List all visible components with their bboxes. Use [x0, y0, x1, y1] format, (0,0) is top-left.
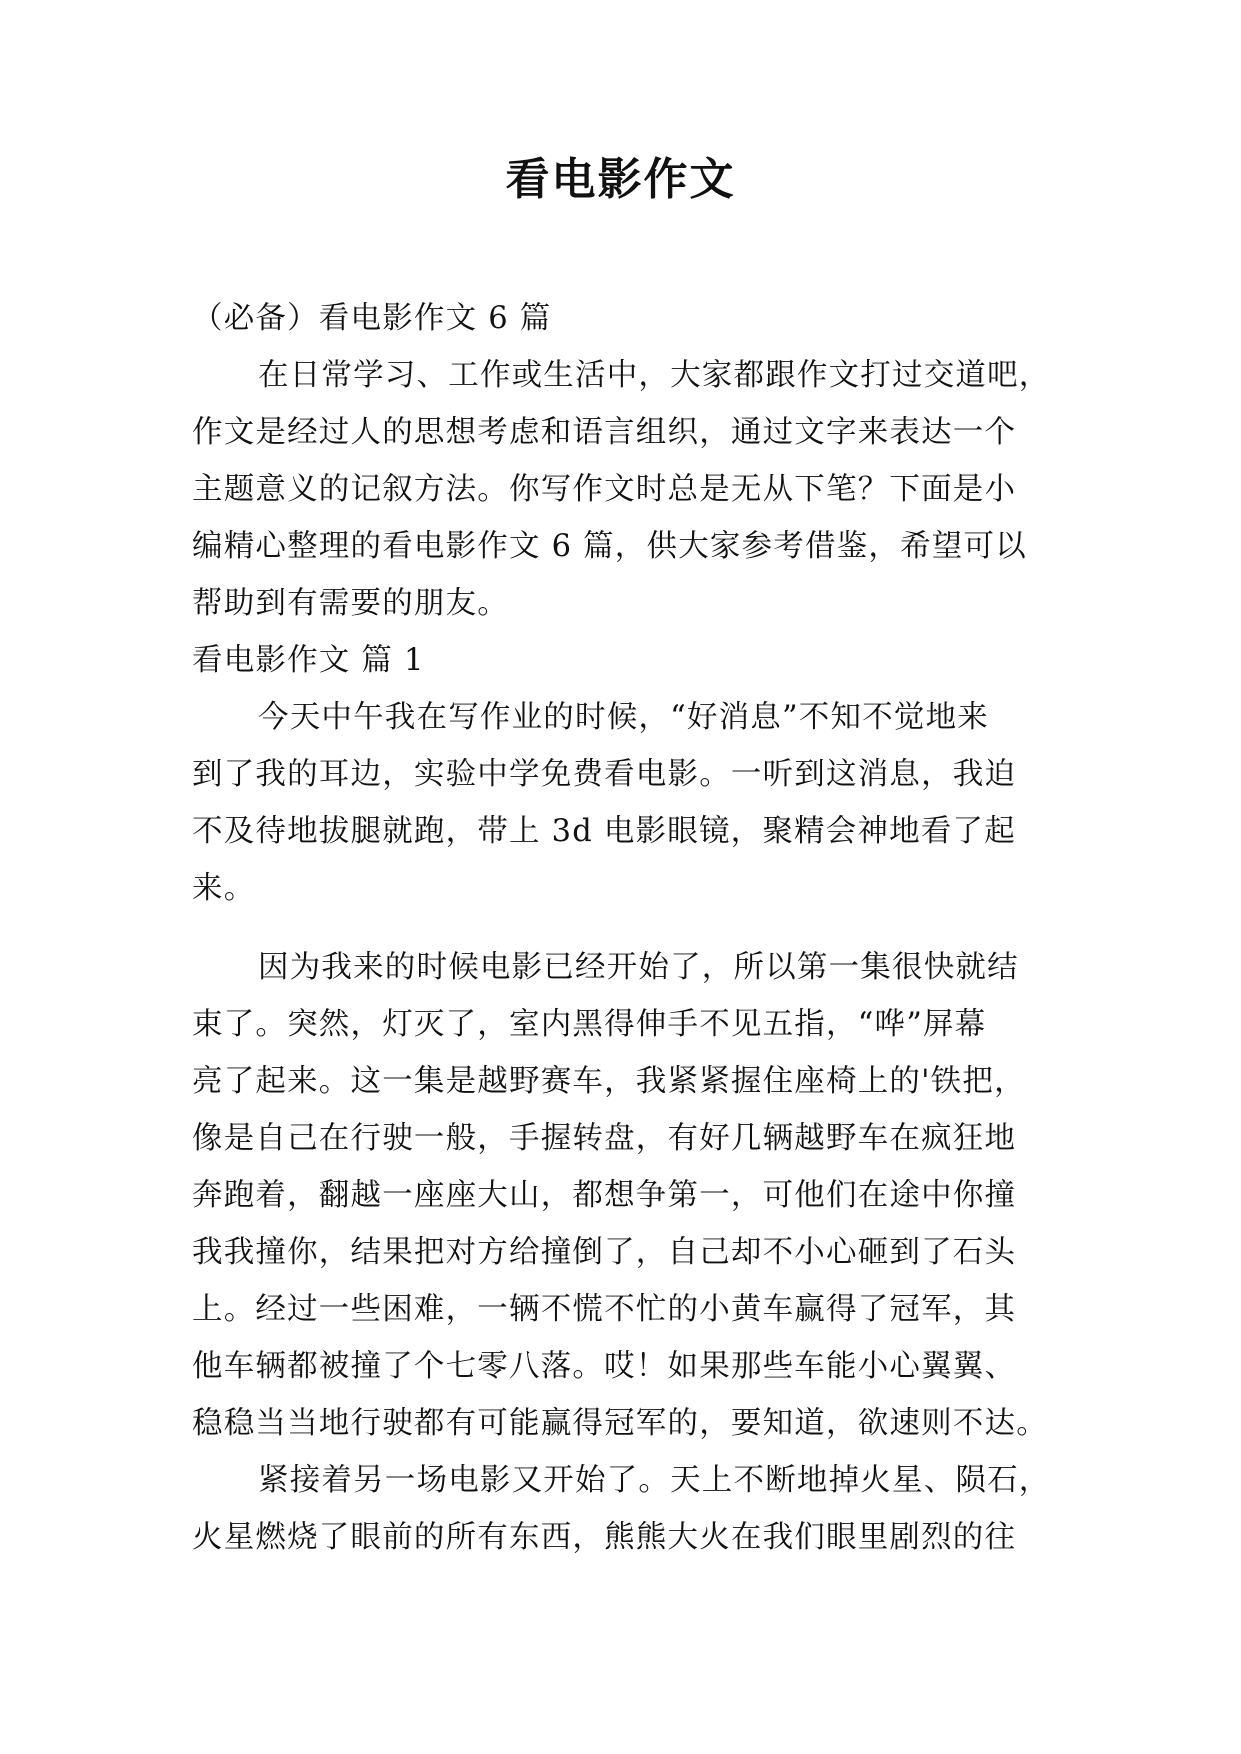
paragraph-line: 束了。突然，灯灭了，室内黑得伸手不见五指，“哗”屏幕: [192, 1007, 987, 1042]
intro-line: 主题意义的记叙方法。你写作文时总是无从下笔？下面是小: [192, 472, 1017, 507]
paragraph-line: 紧接着另一场电影又开始了。天上不断地掉火星、陨石，: [258, 1463, 1051, 1498]
paragraph-line: 稳稳当当地行驶都有可能赢得冠军的，要知道，欲速则不达。: [192, 1406, 1048, 1441]
paragraph-line: 上。经过一些困难，一辆不慌不忙的小黄车赢得了冠军，其: [192, 1292, 1017, 1327]
paragraph-line: 今天中午我在写作业的时候，“好消息”不知不觉地来: [258, 700, 989, 735]
paragraph-line: 火星燃烧了眼前的所有东西，熊熊大火在我们眼里剧烈的往: [192, 1520, 1017, 1555]
intro-line: 作文是经过人的思想考虑和语言组织，通过文字来表达一个: [192, 415, 1017, 450]
document-subtitle: （必备）看电影作文 6 篇: [192, 301, 552, 336]
intro-line: 帮助到有需要的朋友。: [192, 586, 509, 621]
paragraph-line: 像是自己在行驶一般，手握转盘，有好几辆越野车在疯狂地: [192, 1121, 1017, 1156]
paragraph-line: 来。: [192, 871, 256, 906]
paragraph-line: 他车辆都被撞了个七零八落。哎！如果那些车能小心翼翼、: [192, 1349, 1017, 1384]
document-body: [192, 290, 1058, 1566]
paragraph-line: 到了我的耳边，实验中学免费看电影。一听到这消息，我迫: [192, 757, 1017, 792]
paragraph-line: 亮了起来。这一集是越野赛车，我紧紧握住座椅上的'铁把，: [192, 1064, 1026, 1099]
document-title: 看电影作文: [505, 154, 736, 205]
paragraph-line: 奔跑着，翻越一座座大山，都想争第一，可他们在途中你撞: [192, 1178, 1017, 1213]
section-heading: 看电影作文 篇 1: [192, 643, 425, 678]
paragraph-spacer: [192, 917, 1058, 939]
paragraph-line: 不及待地拔腿就跑，带上 3d 电影眼镜，聚精会神地看了起: [192, 814, 1016, 849]
intro-line: 在日常学习、工作或生活中，大家都跟作文打过交道吧，: [258, 358, 1051, 393]
paragraph-line: 因为我来的时候电影已经开始了，所以第一集很快就结: [258, 950, 1019, 985]
intro-line: 编精心整理的看电影作文 6 篇，供大家参考借鉴，希望可以: [192, 529, 1027, 564]
paragraph-line: 我我撞你，结果把对方给撞倒了，自己却不小心砸到了石头: [192, 1235, 1017, 1270]
